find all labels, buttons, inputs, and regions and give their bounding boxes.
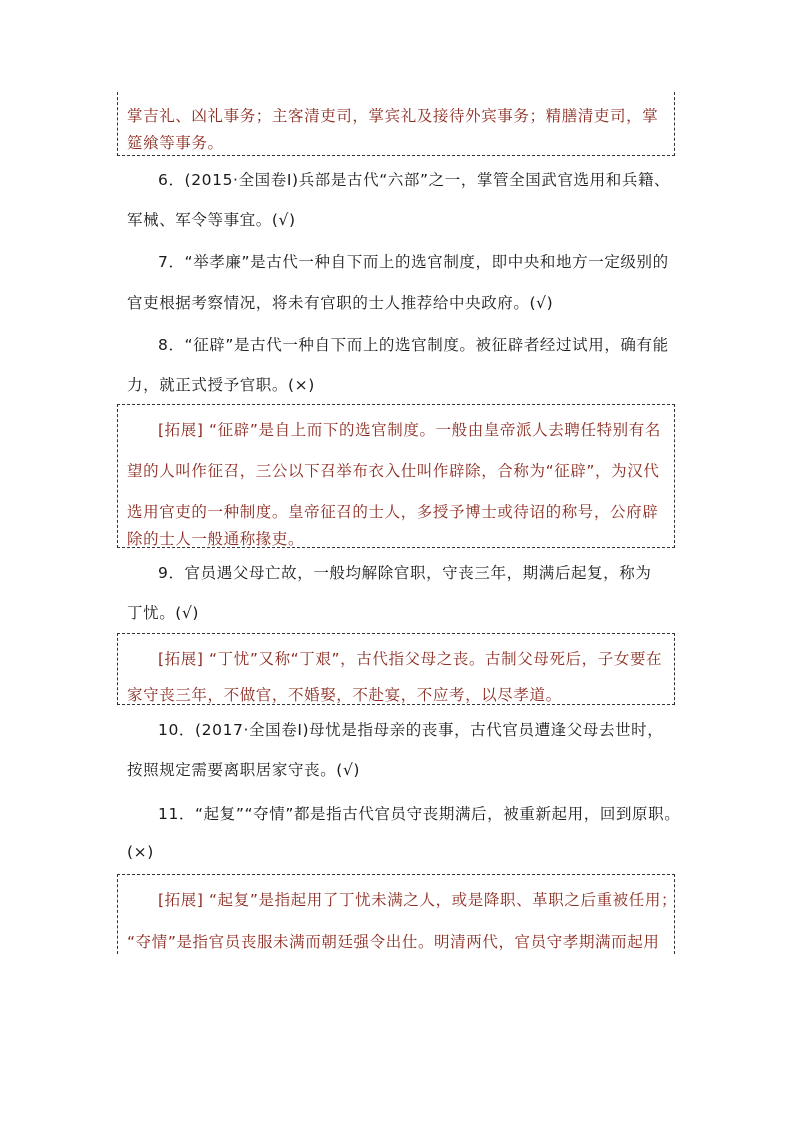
question-8-line-2: 力，就正式授予官职。(×) (127, 376, 315, 394)
question-6-line-2: 军械、军令等事宜。(√) (127, 211, 296, 229)
extension-3-line-1: [拓展] “丁忧”又称“丁艰”，古代指父母之丧。古制父母死后，子女要在 (158, 650, 663, 668)
extension-1-line-2: 筵飨等事务。 (127, 134, 224, 152)
question-7-line-2: 官吏根据考察情况，将未有官职的士人推荐给中央政府。(√) (127, 294, 554, 312)
question-7-line-1: 7．“举孝廉”是古代一种自下而上的选官制度，即中央和地方一定级别的 (158, 253, 669, 271)
extension-4-line-1: [拓展] “起复”是指起用了丁忧未满之人，或是降职、革职之后重被任用； (158, 891, 678, 909)
question-10-line-1: 10．(2017·全国卷Ⅰ)母忧是指母亲的丧事，古代官员遭逢父母去世时， (158, 721, 664, 739)
extension-2-line-3: 选用官吏的一种制度。皇帝征召的士人，多授予博士或待诏的称号，公府辟 (127, 503, 659, 521)
question-11-line-2: (×) (127, 843, 154, 861)
question-8-line-1: 8．“征辟”是古代一种自下而上的选官制度。被征辟者经过试用，确有能 (158, 336, 669, 354)
question-11-line-1: 11．“起复”“夺情”都是指古代官员守丧期满后，被重新起用，回到原职。 (158, 805, 681, 823)
extension-4-line-2: “夺情”是指官员丧服未满而朝廷强令出仕。明清两代，官员守孝期满而起用 (127, 933, 660, 951)
extension-3-line-2: 家守丧三年，不做官，不婚娶，不赴宴，不应考，以尽孝道。 (127, 686, 562, 704)
extension-2-line-1: [拓展] “征辟”是自上而下的选官制度。一般由皇帝派人去聘任特别有名 (158, 421, 661, 439)
extension-2-line-2: 望的人叫作征召，三公以下召举布衣入仕叫作辟除，合称为“征辟”，为汉代 (127, 462, 660, 480)
question-10-line-2: 按照规定需要离职居家守丧。(√) (127, 761, 361, 779)
question-9-line-2: 丁忧。(√) (127, 604, 200, 622)
question-6-line-1: 6．(2015·全国卷Ⅰ)兵部是古代“六部”之一，掌管全国武官选用和兵籍、 (158, 171, 671, 189)
question-9-line-1: 9．官员遇父母亡故，一般均解除官职，守丧三年，期满后起复，称为 (158, 564, 652, 582)
extension-1-line-1: 掌吉礼、凶礼事务；主客清吏司，掌宾礼及接待外宾事务；精膳清吏司，掌 (127, 107, 659, 125)
extension-2-line-4: 除的士人一般通称掾吏。 (127, 530, 305, 548)
